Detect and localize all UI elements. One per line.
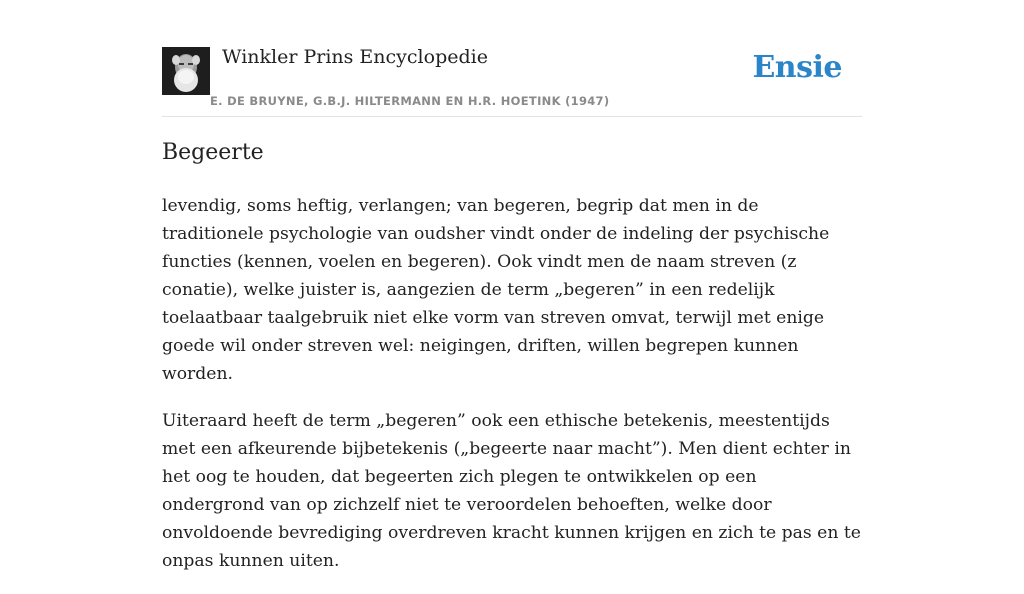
entry-paragraph: levendig, soms heftig, verlangen; van begeren, begrip dat men in de traditionele psychologie van oudsher vindt onder de indeling der psychische functies (kennen, voelen en begeren). Ook vindt men de naam streven (z conatie), welke juister is, aangezien de term „begeren” in een redelijk toelaatbaar taalgebruik niet elke vorm van streven omvat, terwijl met enige goede wil onder streven wel: neigingen, driften, willen begrepen kunnen worden. (162, 196, 830, 384)
entry-body (162, 192, 862, 594)
entry-title: Begeerte (162, 140, 264, 165)
brand-logo-link[interactable]: Ensie (752, 50, 842, 85)
author-portrait-icon (162, 47, 210, 95)
publication-authors: E. DE BRUYNE, G.B.J. HILTERMANN EN H.R. HOETINK (1947) (210, 94, 610, 108)
author-avatar (162, 47, 210, 95)
entry-paragraph: Uiteraard heeft de term „begeren” ook een ethische betekenis, meestentijds met een afkeurende bijbetekenis („begeerte naar macht”). Men dient echter in het oog te houden, dat begeerten zich plegen te ontwikkelen op een ondergrond van op zichzelf niet te veroordelen behoeften, welke door onvoldoende bevrediging overdreven kracht kunnen krijgen en zich te pas en te onpas kunnen uiten. (162, 411, 861, 571)
site-header (162, 0, 862, 117)
publication-title[interactable]: Winkler Prins Encyclopedie (222, 46, 488, 68)
